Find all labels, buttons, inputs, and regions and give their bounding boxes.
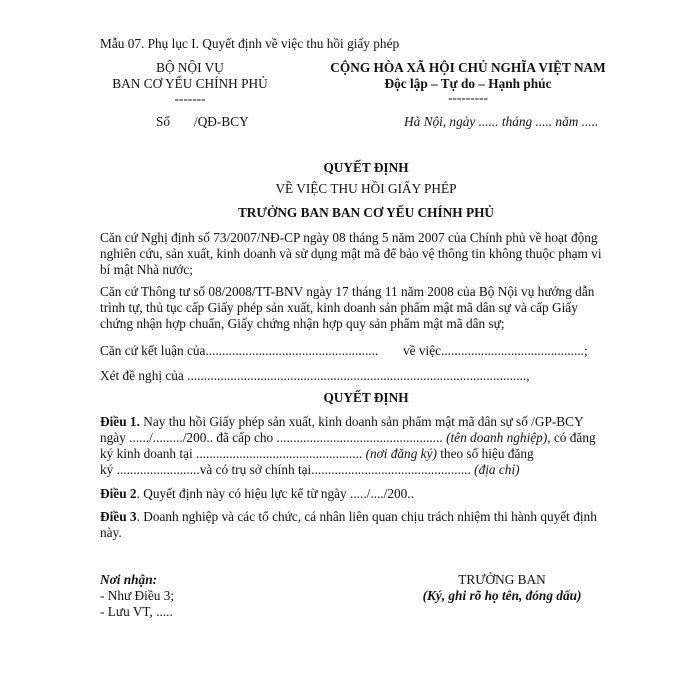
right-divider: --------- <box>448 90 488 105</box>
article-1-line-2c: , có đăng <box>547 430 596 445</box>
recipient-item: - Lưu VT, ..... <box>100 604 173 619</box>
recipient-item: - Như Điều 3; <box>100 588 175 603</box>
article-1-enterprise-name: (tên doanh nghiệp) <box>446 430 548 445</box>
article-1-label: Điều 1. <box>100 414 140 429</box>
article-1-line-1: Nay thu hồi Giấy phép sản xuất, kinh doanh sản phẩm mật mã dân sự số /GP-BCY <box>139 414 584 429</box>
article-1-line-2a: ngày ....../........./200.. đã cấp cho .................................................. <box>100 430 443 445</box>
document-subtitle: VỀ VIỆC THU HỒI GIẤY PHÉP <box>275 181 457 196</box>
basis-conclusion-right: về việc...........................................; <box>403 343 588 358</box>
article-3-line-2: này. <box>100 525 122 540</box>
issuing-authority: TRƯỞNG BAN BAN CƠ YẾU CHÍNH PHỦ <box>237 205 495 220</box>
decision-title: QUYẾT ĐỊNH <box>323 390 409 405</box>
issue-date: Hà Nội, ngày ...... tháng ..... năm ..... <box>404 114 599 129</box>
document-title: QUYẾT ĐỊNH <box>323 160 409 175</box>
signer-title: TRƯỞNG BAN <box>458 572 546 587</box>
article-2-label: Điều 2 <box>100 486 137 501</box>
article-2 <box>100 486 414 502</box>
national-motto: Độc lập – Tự do – Hạnh phúc <box>384 76 552 91</box>
article-1-line-3a: ký kinh doanh tại .................................................. <box>100 446 363 461</box>
article-3-line-1: . Doanh nghiệp và các tổ chức, cá nhân liên quan chịu trách nhiệm thi hành quyết định <box>136 509 597 524</box>
article-1-line-3c: theo số hiệu đăng <box>436 446 534 461</box>
national-title: CỘNG HÒA XÃ HỘI CHỦ NGHĨA VIỆT NAM <box>330 60 606 75</box>
basis-conclusion-left: Căn cứ kết luận của.................................................... <box>100 343 379 358</box>
left-header <box>100 60 280 105</box>
agency-name: BAN CƠ YẾU CHÍNH PHỦ <box>112 76 268 91</box>
basis-1-line-2: nghiên cứu, sản xuất, kinh doanh và sử dụng mật mã để bảo vệ thông tin không thuộc phạm vi <box>100 246 602 261</box>
basis-1-line-3: bí mật Nhà nước; <box>100 262 193 277</box>
basis-paragraph-1 <box>100 230 632 278</box>
article-2-text: . Quyết định này có hiệu lực kể từ ngày ...../..../200.. <box>136 486 414 501</box>
proposal-line: Xét đề nghị của ......................................................................................................, <box>100 368 530 383</box>
signature-block <box>400 572 604 604</box>
document-number-prefix: Số <box>156 114 171 129</box>
document-number-suffix: /QĐ-BCY <box>194 114 249 129</box>
article-1-address: (địa chỉ) <box>474 462 520 477</box>
article-3-label: Điều 3 <box>100 509 137 524</box>
basis-conclusion <box>100 343 378 359</box>
basis-paragraph-2 <box>100 284 632 332</box>
basis-2-line-1: Căn cứ Thông tư số 08/2008/TT-BNV ngày 17 tháng 11 năm 2008 của Bộ Nội vụ hướng dẫn <box>100 284 595 299</box>
form-label: Mẫu 07. Phụ lục I. Quyết định về việc thu hồi giấy phép <box>100 36 400 51</box>
basis-2-line-2: trình tự, thủ tục cấp Giấy phép sản xuất, kinh doanh sản phẩm mật mã dân sự và cấp Giấy <box>100 300 578 315</box>
article-1-line-4a: ký .........................và có trụ sở chính tại................................................ <box>100 462 471 477</box>
basis-1-line-1: Căn cứ Nghị định số 73/2007/NĐ-CP ngày 08 tháng 5 năm 2007 của Chính phủ về hoạt động <box>100 230 598 245</box>
recipients <box>100 572 174 620</box>
signature-note: (Ký, ghi rõ họ tên, đóng dấu) <box>422 588 582 603</box>
left-divider: ------- <box>174 91 206 106</box>
ministry-name: BỘ NỘI VỤ <box>156 60 224 75</box>
recipients-label: Nơi nhận: <box>100 572 158 587</box>
article-1-registration-place: (nơi đăng ký) <box>365 446 437 461</box>
article-3 <box>100 509 597 541</box>
basis-2-line-3: chứng nhận hợp chuẩn, Giấy chứng nhận hợp quy sản phẩm mật mã dân sự; <box>100 316 505 331</box>
article-1 <box>100 414 596 478</box>
